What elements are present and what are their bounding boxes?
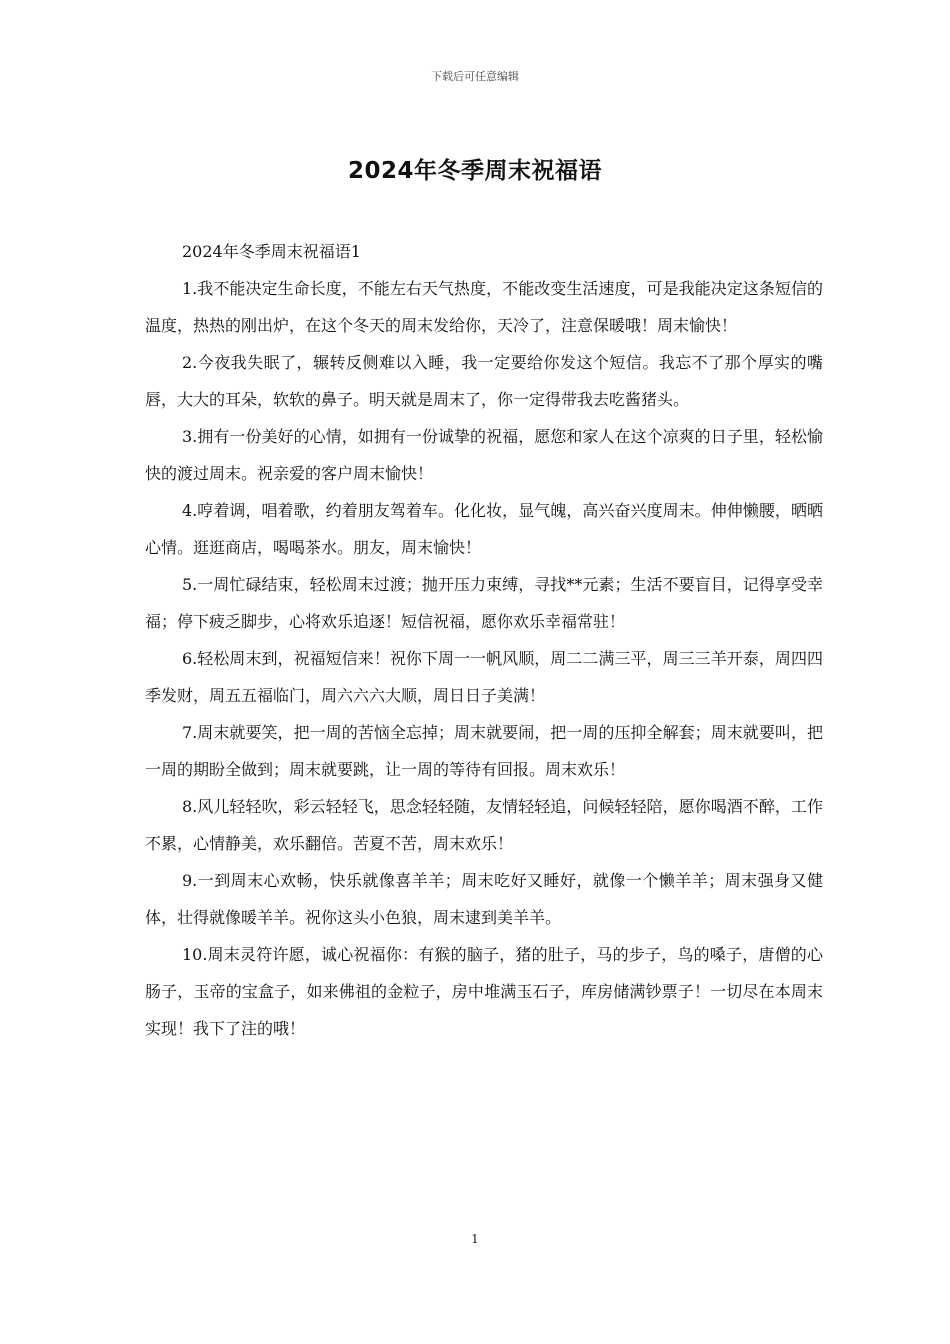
section-subheading: 2024年冬季周末祝福语1: [182, 242, 361, 261]
paragraph-10: 10.周末灵符许愿，诚心祝福你：有猴的脑子，猪的肚子，马的步子，鸟的嗓子，唐僧的心肠子，玉帝的宝盒子，如来佛祖的金粒子，房中堆满玉石子，库房储满钞票子！一切尽在本周末实现！我下了注的哦！: [145, 945, 823, 1038]
document-title: 2024年冬季周末祝福语: [347, 158, 602, 184]
paragraph-9: 9.一到周末心欢畅，快乐就像喜羊羊；周末吃好又睡好，就像一个懒羊羊；周末强身又健体，壮得就像暖羊羊。祝你这头小色狼，周末逮到美羊羊。: [145, 871, 823, 927]
paragraph-8: 8.风儿轻轻吹，彩云轻轻飞，思念轻轻随，友情轻轻追，问候轻轻陪，愿你喝酒不醉，工作不累，心情静美，欢乐翻倍。苦夏不苦，周末欢乐！: [145, 797, 823, 853]
paragraph-7: 7.周末就要笑，把一周的苦恼全忘掉；周末就要闹，把一周的压抑全解套；周末就要叫，把一周的期盼全做到；周末就要跳，让一周的等待有回报。周末欢乐！: [145, 723, 823, 779]
document-body: [145, 233, 823, 1047]
page-header-note: 下载后可任意编辑: [431, 70, 519, 83]
paragraph-3: 3.拥有一份美好的心情，如拥有一份诚挚的祝福，愿您和家人在这个凉爽的日子里，轻松愉快的渡过周末。祝亲爱的客户周末愉快！: [145, 427, 823, 483]
paragraph-4: 4.哼着调，唱着歌，约着朋友驾着车。化化妆，显气魄，高兴奋兴度周末。伸伸懒腰，晒晒心情。逛逛商店，喝喝茶水。朋友，周末愉快！: [145, 501, 823, 557]
paragraph-5: 5.一周忙碌结束，轻松周末过渡；抛开压力束缚，寻找**元素；生活不要盲目，记得享受幸福；停下疲乏脚步，心将欢乐追逐！短信祝福，愿你欢乐幸福常驻！: [145, 575, 823, 631]
page-number: 1: [471, 1232, 479, 1246]
paragraph-2: 2.今夜我失眠了，辗转反侧难以入睡，我一定要给你发这个短信。我忘不了那个厚实的嘴唇，大大的耳朵，软软的鼻子。明天就是周末了，你一定得带我去吃酱猪头。: [145, 353, 823, 409]
paragraph-1: 1.我不能决定生命长度，不能左右天气热度，不能改变生活速度，可是我能决定这条短信的温度，热热的刚出炉，在这个冬天的周末发给你，天冷了，注意保暖哦！周末愉快！: [145, 279, 823, 335]
paragraph-6: 6.轻松周末到，祝福短信来！祝你下周一一帆风顺，周二二满三平，周三三羊开泰，周四四季发财，周五五福临门，周六六六大顺，周日日子美满！: [145, 649, 823, 705]
